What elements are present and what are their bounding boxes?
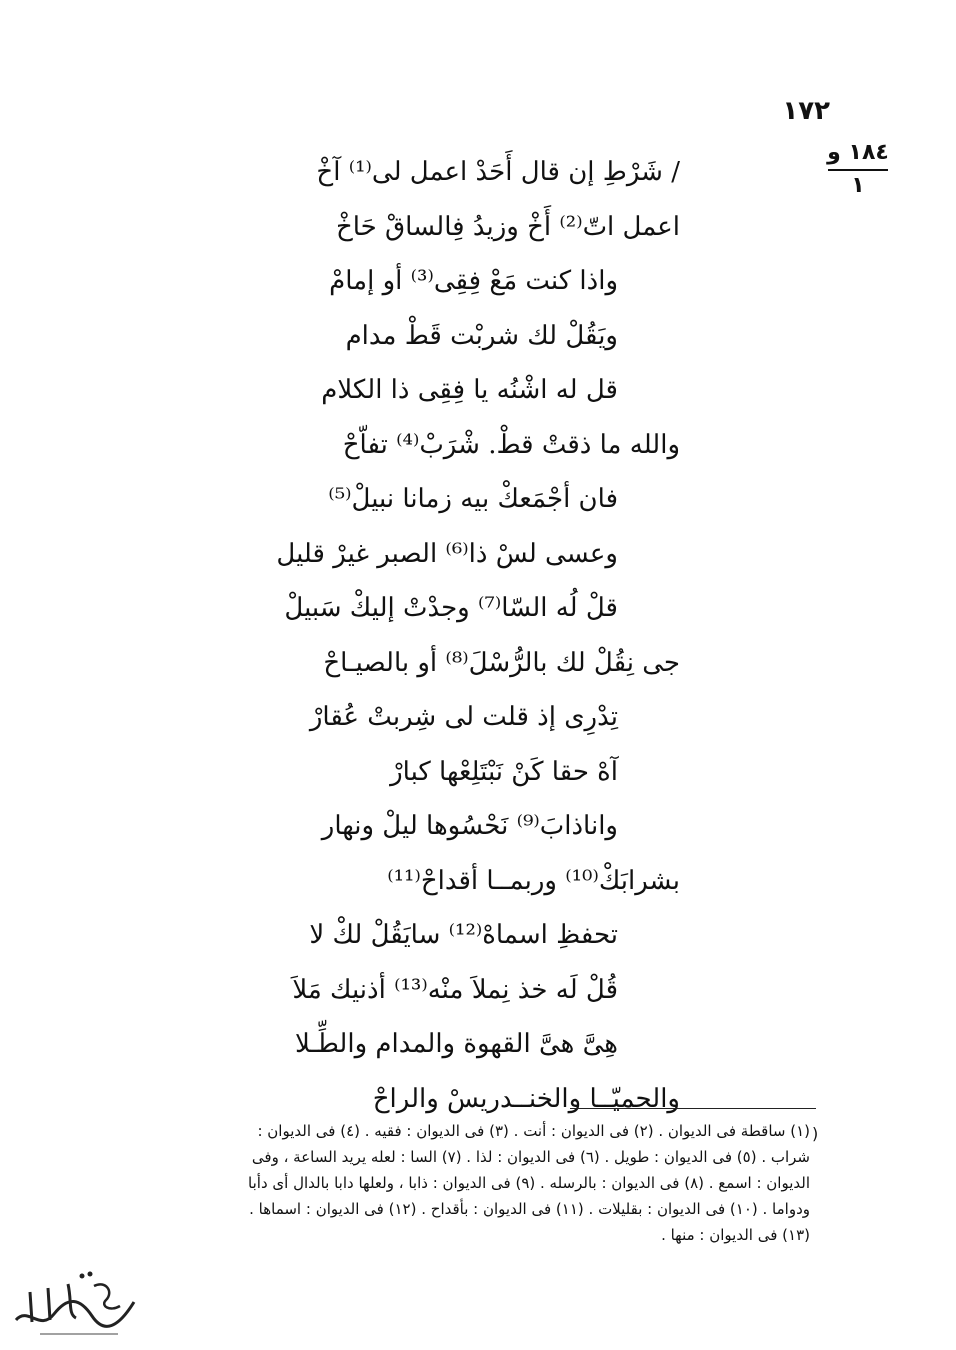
poem-verse: جى نِقُلْ لك بالرُّسْلَ⁽⁸⁾ أو بالصيـاحْ <box>323 647 680 678</box>
poem-verse: وعسى لسْ ذا⁽⁶⁾ الصبر غيرْ قليل <box>276 538 618 569</box>
poem-verse: قلْ لُه السّا⁽⁷⁾ وجدْتْ إليكْ سَبيلْ <box>284 593 618 623</box>
poem-verse: والله ما ذقتْ قطْ. شْرَبْ⁽⁴⁾ تفاّحْ <box>342 429 680 460</box>
page-number: ١٧٢ <box>782 96 830 126</box>
footnotes <box>120 1118 810 1248</box>
poem-verse: واذا كنت مَعْ فِقِى⁽³⁾ أو إمامْ <box>329 266 618 296</box>
poem-body <box>276 145 680 1126</box>
poem-verse: فان أجْمَعكْ بيه زمانا نبيلْ⁽⁵⁾ <box>328 484 618 514</box>
poem-verse: آهْ حقا كَنْ نَبْتَلِعْها كبارْ <box>390 756 618 787</box>
footnote-line: ودواما . (١٠) فى الديوان : بقليلات . (١١) فى الديوان : بأقداح . (١٢) فى الديوان : اسماها . <box>249 1200 810 1218</box>
poem-verse: قُلْ لَه خذ نِملاَ منْه⁽¹³⁾ أذنيك مَلاَ <box>292 974 618 1005</box>
poem-verse: تحفظِ اسماهْ⁽¹²⁾ سايَقُلْ لكْ لا <box>309 920 618 950</box>
poem-verse: تِدْرِى إذ قلت لى شِربتْ عُقارْ <box>309 702 618 732</box>
manuscript-folio-reference <box>822 140 894 198</box>
poem-verse: واناذابَ⁽⁹⁾ نَحْسُوها ليلْ ونهار <box>321 811 618 841</box>
library-stamp-logo <box>10 1262 142 1344</box>
poem-verse: هِىَّ هىَّ القهوة والمدام والطِّـلا <box>294 1029 618 1059</box>
footnote-line: (١٣) فى الديوان : منها . <box>661 1226 810 1244</box>
footnote-line: الديوان : اسمع . (٨) فى الديوان : بالرسله . (٩) فى الديوان : ذابا ، ولعلها دابا بالدال أى دأبا <box>248 1174 810 1192</box>
footnote-line: (١) ساقطة فى الديوان . (٢) فى الديوان : أنت . (٣) فى الديوان : فقيه . (٤) فى الديوان : <box>257 1122 810 1140</box>
poem-verse: قل له اشْنُه يا فِقِى ذا الكلام <box>321 375 618 405</box>
footnote-line: شراب . (٥) فى الديوان : طويل . (٦) فى الديوان : لذا . (٧) السا : لعله يريد الساعة ، وفى <box>251 1148 810 1166</box>
footnote-separator <box>570 1108 816 1109</box>
poem-verse: والحميّــا والخنــدريسْ والراحْ <box>372 1083 680 1114</box>
folio-sub-number: ١ <box>851 173 865 198</box>
poem-verse: ويَقُلْ لك شربْت قَطْ مدام <box>345 320 618 351</box>
poem-verse: / شَرْطِ إن قال أَحَدْ اعمل لى⁽¹⁾ آخْ <box>316 157 680 187</box>
poem-verse: اعمل اتّ⁽²⁾ أَخْ وزيدُ فِالساقْ حَاخْ <box>335 211 680 242</box>
poem-verse: بشرابَكْ⁽¹⁰⁾ وربمــا أقداحْ⁽¹¹⁾ <box>387 865 680 896</box>
folio-number: ١٨٤ و <box>827 140 889 165</box>
footnote-bracket-mark: ) <box>812 1124 819 1143</box>
